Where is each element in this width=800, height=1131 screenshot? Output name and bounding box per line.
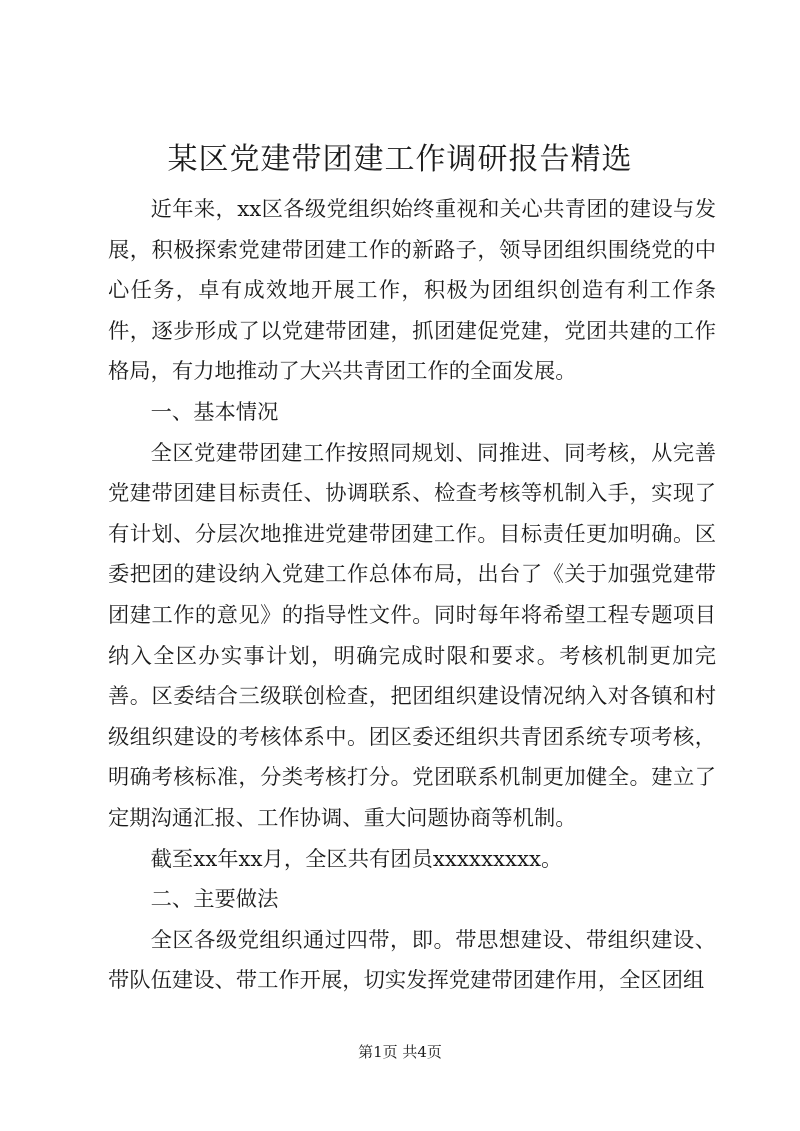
paragraph-intro: 近年来，xx区各级党组织始终重视和关心共青团的建设与发展，积极探索党建带团建工作的新路子，领导团组织围绕党的中心任务，卓有成效地开展工作，积极为团组织创造有利工作条件，逐步形成了以党建带团建，抓团建促党建，党团共建的工作格局，有力地推动了大兴共青团工作的全面发展。 bbox=[108, 197, 716, 385]
document-body bbox=[108, 190, 716, 1002]
section-heading-main-practices: 二、主要做法 bbox=[150, 887, 279, 913]
document-title: 某区党建带团建工作调研报告精选 bbox=[167, 142, 633, 177]
section-heading-basic-situation: 一、基本情况 bbox=[150, 399, 279, 425]
paragraph-member-count: 截至xx年xx月，全区共有团员xxxxxxxxx。 bbox=[150, 846, 563, 872]
page-number: 第1页 bbox=[358, 1043, 398, 1061]
page-total: 共4页 bbox=[402, 1043, 442, 1061]
page-footer bbox=[0, 1042, 800, 1062]
paragraph-main-practices: 全区各级党组织通过四带，即。带思想建设、带组织建设、带队伍建设、带工作开展，切实发挥党建带团建作用，全区团组 bbox=[108, 927, 716, 994]
paragraph-basic-situation: 全区党建带团建工作按照同规划、同推进、同考核，从完善党建带团建目标责任、协调联系、检查考核等机制入手，实现了有计划、分层次地推进党建带团建工作。目标责任更加明确。区委把团的建设纳入党建工作总体布局，出台了《关于加强党建带团建工作的意见》的指导性文件。同时每年将希望工程专题项目纳入全区办实事计划，明确完成时限和要求。考核机制更加完善。区委结合三级联创检查，把团组织建设情况纳入对各镇和村级组织建设的考核体系中。团区委还组织共青团系统专项考核，明确考核标准，分类考核打分。党团联系机制更加健全。建立了定期沟通汇报、工作协调、重大问题协商等机制。 bbox=[108, 440, 716, 831]
